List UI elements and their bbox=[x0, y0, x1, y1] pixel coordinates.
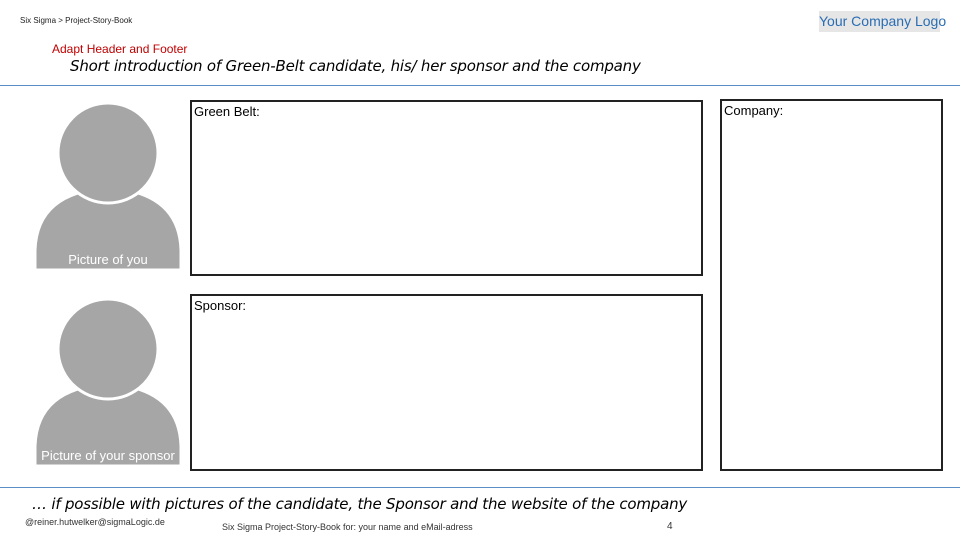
candidate-picture-placeholder bbox=[35, 100, 181, 270]
header-rule bbox=[0, 85, 960, 86]
person-silhouette-icon bbox=[35, 296, 181, 466]
breadcrumb: Six Sigma > Project-Story-Book bbox=[20, 16, 133, 25]
company-box[interactable] bbox=[720, 99, 943, 471]
footer-email: @reiner.hutwelker@sigmaLogic.de bbox=[25, 517, 165, 527]
green-belt-label: Green Belt: bbox=[194, 104, 260, 119]
company-logo-placeholder: Your Company Logo bbox=[819, 11, 940, 32]
sponsor-picture-placeholder bbox=[35, 296, 181, 466]
candidate-picture-caption: Picture of you bbox=[68, 252, 148, 267]
footer-rule bbox=[0, 487, 960, 488]
sponsor-picture-caption: Picture of your sponsor bbox=[41, 448, 175, 463]
footer-text: Six Sigma Project-Story-Book for: your name and eMail-adress bbox=[222, 522, 473, 532]
sponsor-label: Sponsor: bbox=[194, 298, 247, 313]
page-title: Short introduction of Green-Belt candidate, his/ her sponsor and the company bbox=[70, 57, 641, 75]
page-number: 4 bbox=[667, 521, 673, 532]
adapt-header-note: Adapt Header and Footer bbox=[52, 42, 188, 56]
company-label: Company: bbox=[724, 103, 784, 118]
footnote: … if possible with pictures of the candidate, the Sponsor and the website of the company bbox=[32, 495, 688, 513]
sponsor-box[interactable] bbox=[190, 294, 703, 471]
person-silhouette-icon bbox=[35, 100, 181, 270]
green-belt-box[interactable] bbox=[190, 100, 703, 276]
